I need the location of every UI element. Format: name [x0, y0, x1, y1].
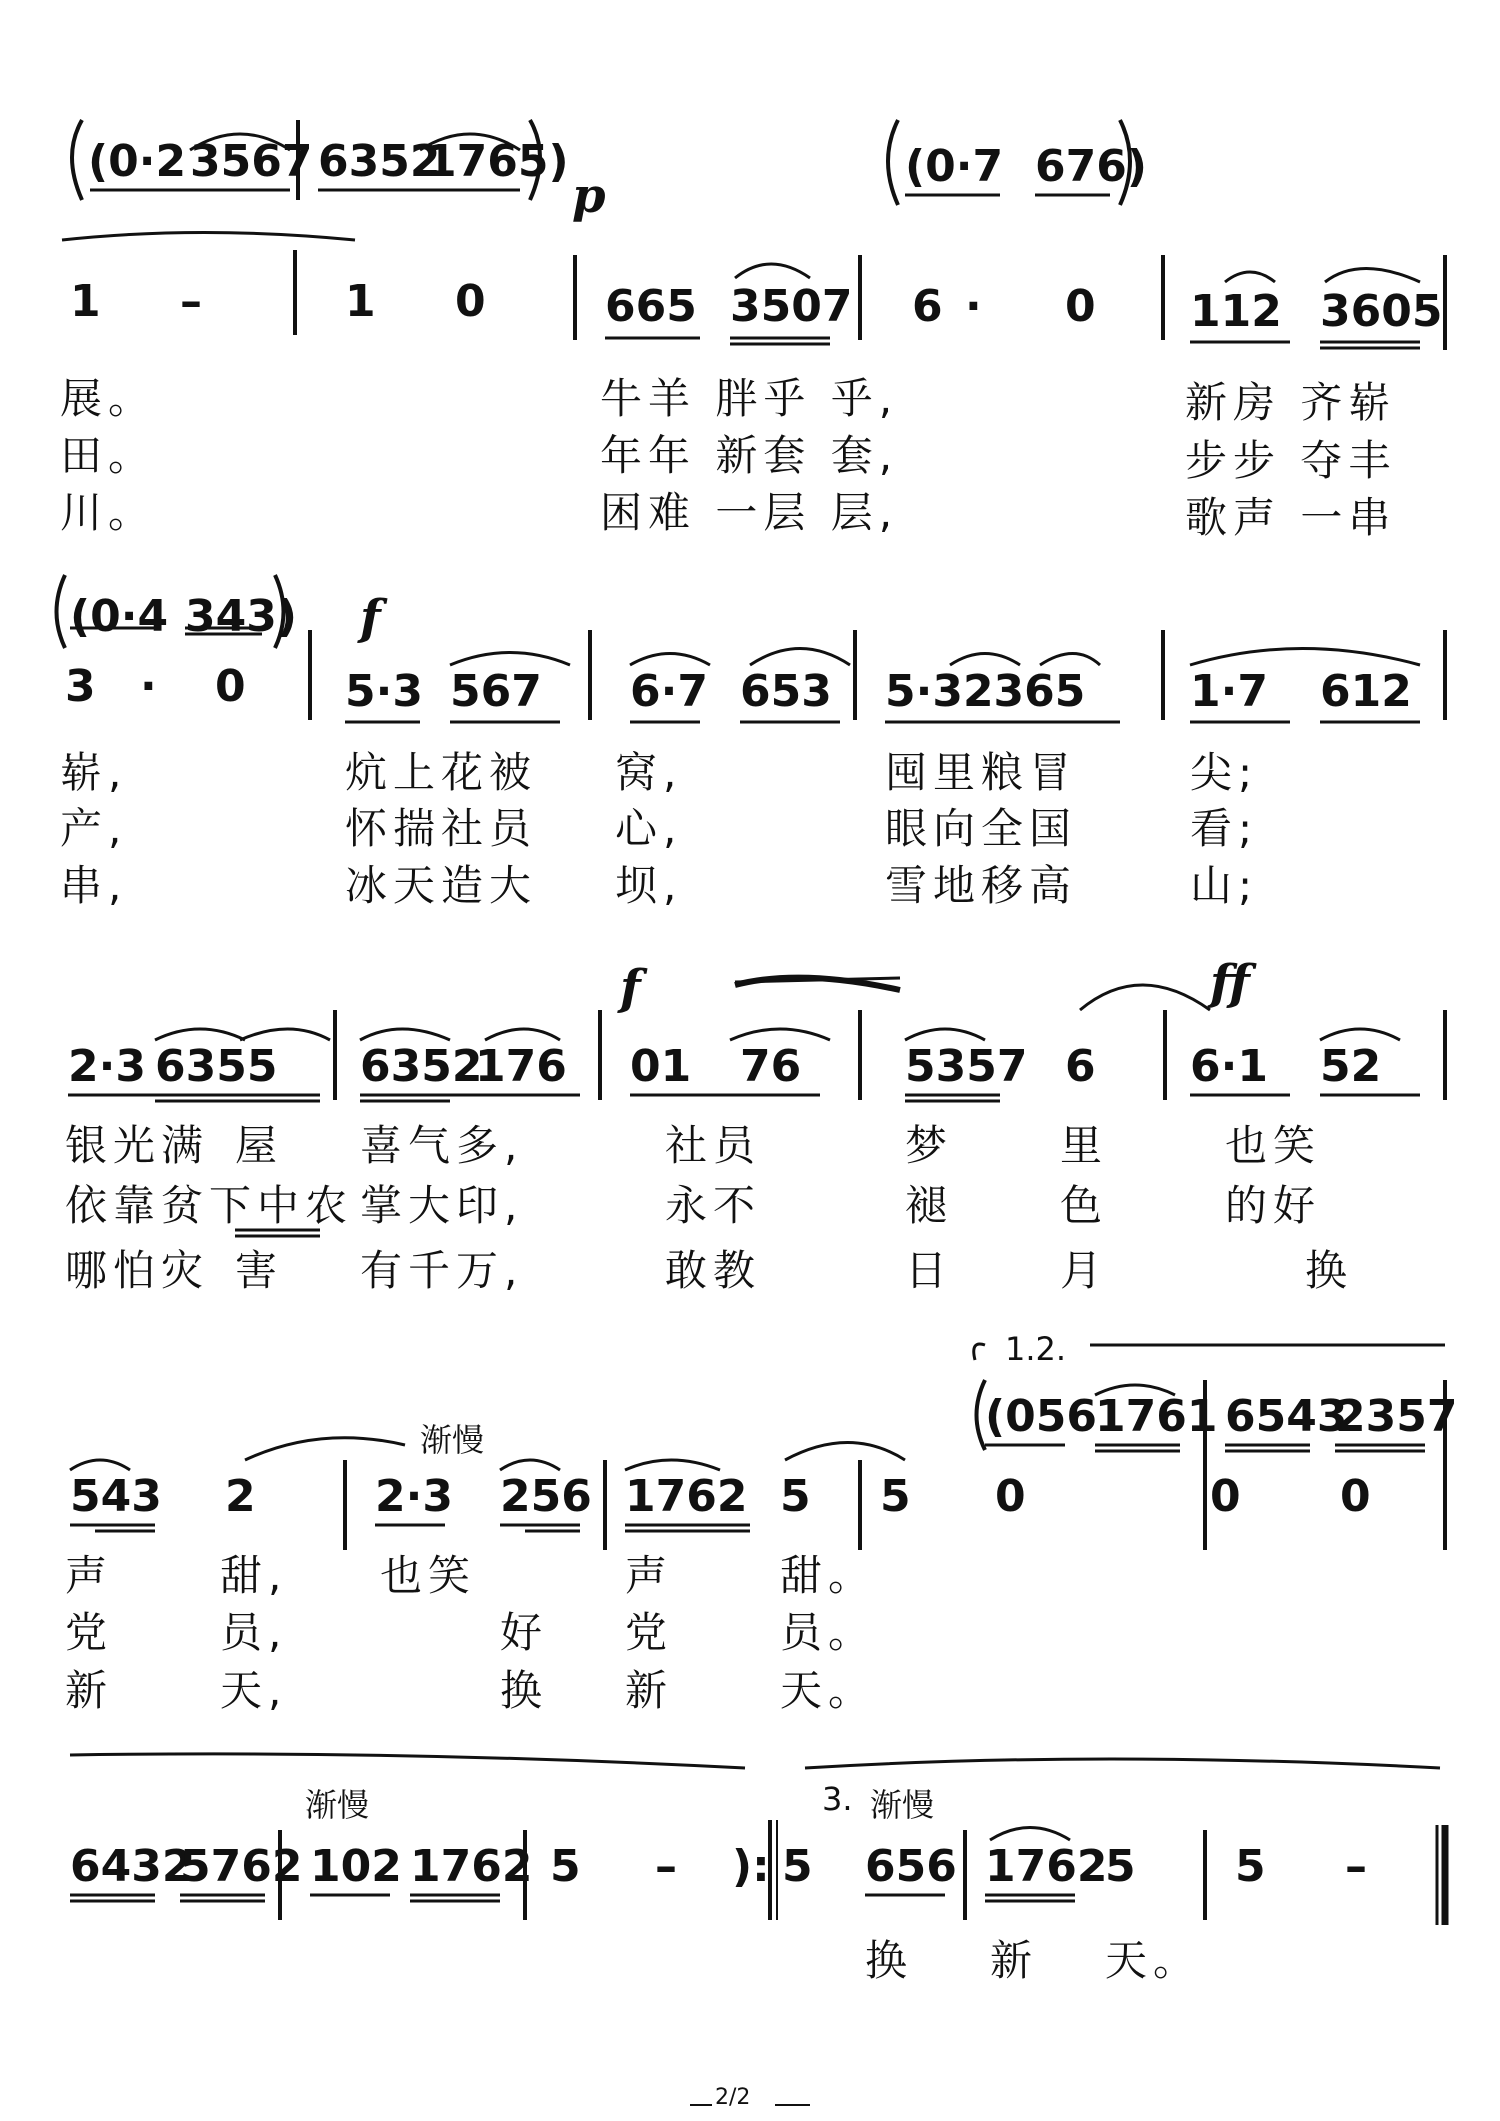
lyric-v1: 窝,	[615, 748, 683, 797]
lyric-v3: 坝,	[615, 861, 683, 910]
tempo-slower: 渐慢	[420, 1421, 485, 1459]
lyric-v2: 员,	[220, 1608, 288, 1657]
intro-notes: 1761	[1095, 1391, 1218, 1442]
intro-notes: 3567	[190, 136, 313, 187]
lyric-v3: 雪地移高	[885, 861, 1078, 910]
note: 0	[455, 276, 486, 327]
note-group: 6·7	[630, 666, 708, 717]
lyric-v2: 田。	[60, 431, 157, 480]
lyric-v1: 梦	[905, 1121, 954, 1170]
note-group: 52	[1320, 1041, 1382, 1092]
lyric-v2: 党	[65, 1608, 114, 1657]
lyric-v1: 银光满	[65, 1121, 210, 1170]
lyric-v3: 川。	[60, 488, 157, 537]
intro-notes: 676)	[1035, 141, 1147, 192]
note: –	[1345, 1841, 1367, 1892]
note-group: 01	[630, 1041, 692, 1092]
lyric-v3: 天。	[780, 1666, 877, 1715]
lyric-v1: 声	[65, 1551, 114, 1600]
intro-notes: 6543	[1225, 1391, 1348, 1442]
note: –	[655, 1841, 677, 1892]
note: 0	[215, 661, 246, 712]
note: 5	[550, 1841, 581, 1892]
note: 0	[1340, 1471, 1371, 1522]
lyric-v2: 色	[1060, 1181, 1109, 1230]
note-group: 6432	[70, 1841, 193, 1892]
note-group: 1762	[625, 1471, 748, 1522]
dynamic-forte: f	[360, 590, 381, 646]
note: 1	[345, 276, 376, 327]
lyric-v2: 年年 新套 套,	[600, 431, 899, 480]
lyric-v1: 屋	[235, 1121, 284, 1170]
note: 6	[1065, 1041, 1096, 1092]
lyric-v1: 崭,	[60, 748, 128, 797]
note: 2	[225, 1471, 256, 1522]
lyric-v3: 冰天造大	[345, 861, 538, 910]
note-group: 665	[605, 281, 697, 332]
lyric-v2: 步步 夺丰	[1185, 436, 1397, 485]
lyric-v1: 甜,	[220, 1551, 288, 1600]
lyric-v3: 山;	[1190, 861, 1259, 910]
note-group: 543	[70, 1471, 162, 1522]
note: 5	[1105, 1841, 1136, 1892]
note-group: 5·3	[345, 666, 423, 717]
dynamic-fortissimo: ff	[1210, 955, 1250, 1011]
lyric-v1: 新房 齐崭	[1185, 378, 1397, 427]
note: 5	[780, 1471, 811, 1522]
lyric-v2: 的好	[1225, 1181, 1322, 1230]
note-group: 1·7	[1190, 666, 1268, 717]
intro-notes: 2357	[1335, 1391, 1458, 1442]
lyric-v2: 褪	[905, 1181, 954, 1230]
intro-notes: 6352	[318, 136, 441, 187]
repeat-end: ):	[732, 1841, 770, 1892]
lyric-v1: 也笑	[380, 1551, 477, 1600]
intro-notes: (0·7	[905, 141, 1004, 192]
intro-notes: (056	[985, 1391, 1097, 1442]
note: 5	[782, 1841, 813, 1892]
lyric-v1: 甜。	[780, 1551, 877, 1600]
lyric-v2: 产,	[60, 804, 128, 853]
lyric-v1: 展。	[60, 374, 157, 423]
note-group: 653	[740, 666, 832, 717]
note: 0	[1065, 281, 1096, 332]
intro-notes: (0·4	[70, 591, 169, 642]
note-dot: ·	[965, 281, 982, 332]
lyric-v3: 换	[1305, 1246, 1354, 1295]
lyric-v1: 新	[990, 1936, 1039, 1985]
lyric-v2: 掌大印,	[360, 1181, 524, 1230]
lyric-v1: 声	[625, 1551, 674, 1600]
note: 5	[880, 1471, 911, 1522]
note-group: 5·32365	[885, 666, 1086, 717]
dynamic-forte: f	[620, 960, 641, 1016]
note: –	[180, 276, 202, 327]
note-group: 6355	[155, 1041, 278, 1092]
lyric-v1: 囤里粮冒	[885, 748, 1078, 797]
note-group: 1762	[410, 1841, 533, 1892]
intro-notes: 343)	[185, 591, 297, 642]
note-group: 176	[475, 1041, 567, 1092]
lyric-v1: 尖;	[1190, 748, 1259, 797]
note-group: 5762	[180, 1841, 303, 1892]
lyric-v3: 换	[500, 1666, 549, 1715]
note-group: 2·3	[68, 1041, 146, 1092]
lyric-v1: 炕上花被	[345, 748, 538, 797]
note: 5	[1235, 1841, 1266, 1892]
lyric-v3: 有千万,	[360, 1246, 524, 1295]
lyric-v1: 天。	[1105, 1936, 1202, 1985]
lyric-v3: 害	[235, 1246, 284, 1295]
note: 1	[70, 276, 101, 327]
intro-notes: 1765)	[426, 136, 569, 187]
note-group: 102	[310, 1841, 402, 1892]
note: 0	[1210, 1471, 1241, 1522]
ending-3: 3.	[822, 1780, 853, 1818]
note-group: 1762	[985, 1841, 1108, 1892]
lyric-v3: 日	[905, 1246, 954, 1295]
note: 0	[995, 1471, 1026, 1522]
ending-1-2: 1.2.	[1005, 1330, 1067, 1368]
lyric-v3: 哪怕灾	[65, 1246, 210, 1295]
lyric-v1: 社员	[665, 1121, 762, 1170]
lyric-v2: 员。	[780, 1608, 877, 1657]
lyric-v3: 天,	[220, 1666, 288, 1715]
lyric-v2: 永不	[665, 1181, 762, 1230]
lyric-v3: 新	[65, 1666, 114, 1715]
note-group: 76	[740, 1041, 802, 1092]
note-group: 3605	[1320, 286, 1443, 337]
note-group: 656	[865, 1841, 957, 1892]
note-group: 5357	[905, 1041, 1028, 1092]
lyric-v1: 里	[1060, 1121, 1109, 1170]
lyric-v2: 依靠贫下中农	[65, 1181, 354, 1230]
note-dot: ·	[140, 661, 157, 712]
note-group: 6352	[360, 1041, 483, 1092]
lyric-v3: 新	[625, 1666, 674, 1715]
note-group: 612	[1320, 666, 1412, 717]
tempo-slower: 渐慢	[305, 1786, 370, 1824]
lyric-v1: 牛羊 胖乎 乎,	[600, 374, 899, 423]
note: 6	[912, 281, 943, 332]
lyric-v3: 歌声 一串	[1185, 493, 1397, 542]
intro-notes: (0·2	[88, 136, 187, 187]
lyric-v3: 月	[1060, 1246, 1109, 1295]
lyric-v2: 党	[625, 1608, 674, 1657]
lyric-v3: 困难 一层 层,	[600, 488, 899, 537]
note-group: 2·3	[375, 1471, 453, 1522]
lyric-v1: 喜气多,	[360, 1121, 524, 1170]
lyric-v1: 换	[865, 1936, 914, 1985]
lyric-v2: 眼向全国	[885, 804, 1078, 853]
lyric-v2: 好	[500, 1608, 549, 1657]
page-number: 2/2	[715, 2085, 751, 2110]
note-group: 112	[1190, 286, 1282, 337]
lyric-v3: 敢教	[665, 1246, 762, 1295]
note-group: 256	[500, 1471, 592, 1522]
lyric-v1: 也笑	[1225, 1121, 1322, 1170]
note-group: 6·1	[1190, 1041, 1268, 1092]
dynamic-piano: p	[572, 168, 606, 224]
note-group: 567	[450, 666, 542, 717]
note: 3	[65, 661, 96, 712]
tempo-slower: 渐慢	[870, 1786, 935, 1824]
lyric-v2: 看;	[1190, 804, 1259, 853]
lyric-v2: 心,	[615, 804, 683, 853]
note-group: 3507	[730, 281, 853, 332]
lyric-v2: 怀揣社员	[345, 804, 538, 853]
lyric-v3: 串,	[60, 861, 128, 910]
